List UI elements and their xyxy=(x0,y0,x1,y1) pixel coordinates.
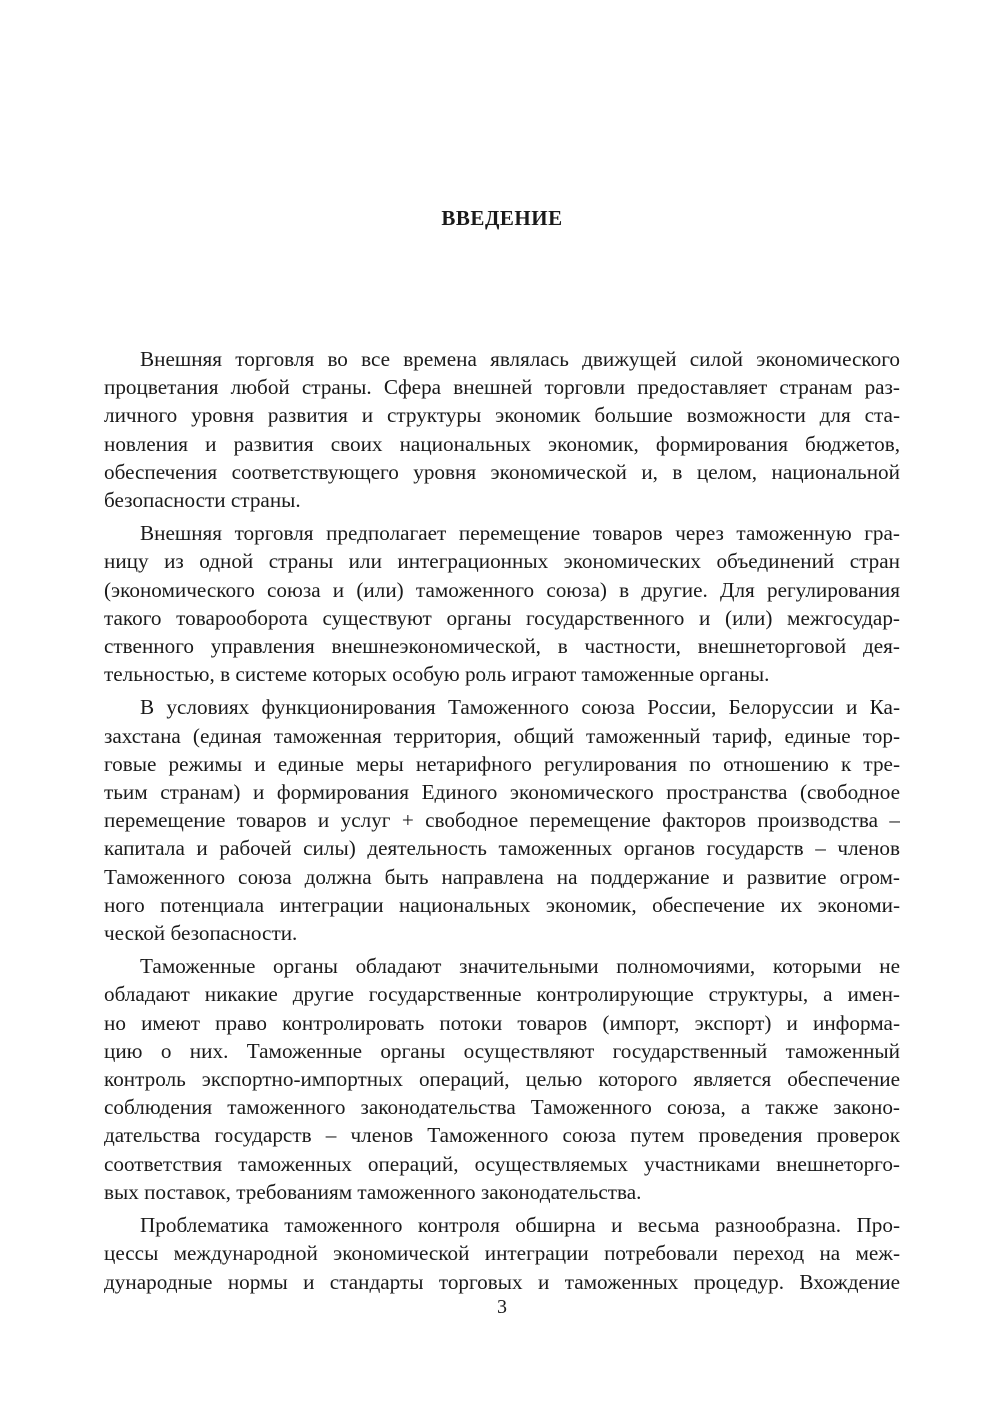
text-line: безопасности страны. xyxy=(104,488,301,513)
paragraph xyxy=(104,952,900,1206)
text-line: личного уровня развития и структуры экономик большие возможности для ста- xyxy=(104,403,900,428)
text-line: В условиях функционирования Таможенного союза России, Белоруссии и Ка- xyxy=(140,695,900,720)
text-line: новления и развития своих национальных экономик, формирования бюджетов, xyxy=(104,431,900,456)
text-line: цессы международной экономической интеграции потребовали переход на меж- xyxy=(104,1241,900,1266)
body-text xyxy=(104,345,900,1301)
text-line: соблюдения таможенного законодательства Таможенного союза, а также законо- xyxy=(104,1095,900,1120)
text-line: цию о них. Таможенные органы осуществляют государственный таможенный xyxy=(104,1038,900,1063)
text-line: вых поставок, требованиям таможенного законодательства. xyxy=(104,1179,642,1204)
text-line: Таможенные органы обладают значительными полномочиями, которыми не xyxy=(140,954,900,979)
paragraph xyxy=(104,519,900,688)
text-line: такого товарооборота существуют органы государственного и (или) межгосудар- xyxy=(104,605,900,630)
text-line: (экономического союза и (или) таможенного союза) в другие. Для регулирования xyxy=(104,577,900,602)
paragraph xyxy=(104,693,900,947)
text-line: капитала и рабочей силы) деятельность таможенных органов государств – членов xyxy=(104,836,900,861)
text-line: Таможенного союза должна быть направлена на поддержание и развитие огром- xyxy=(104,864,900,889)
text-line: Внешняя торговля предполагает перемещение товаров через таможенную гра- xyxy=(140,521,900,546)
text-line: ницу из одной страны или интеграционных экономических объединений стран xyxy=(104,549,900,574)
text-line: процветания любой страны. Сфера внешней торговли предоставляет странам раз- xyxy=(104,375,900,400)
text-line: обладают никакие другие государственные контролирующие структуры, а имен- xyxy=(104,982,900,1007)
text-line: обеспечения соответствующего уровня экономической и, в целом, национальной xyxy=(104,459,900,484)
page-title: ВВЕДЕНИЕ xyxy=(441,206,563,230)
text-line: тельностью, в системе которых особую роль играют таможенные органы. xyxy=(104,662,770,687)
text-line: тьим странам) и формирования Единого экономического пространства (свободное xyxy=(104,780,900,805)
text-line: Проблематика таможенного контроля обширна и весьма разнообразна. Про- xyxy=(140,1213,900,1238)
text-line: ного потенциала интеграции национальных экономик, обеспечение их экономи- xyxy=(104,892,900,917)
paragraph xyxy=(104,345,900,514)
text-line: соответствия таможенных операций, осуществляемых участниками внешнеторго- xyxy=(104,1151,900,1176)
text-line: перемещение товаров и услуг + свободное перемещение факторов производства – xyxy=(104,808,900,833)
text-line: захстана (единая таможенная территория, общий таможенный тариф, единые тор- xyxy=(104,723,900,748)
paragraph xyxy=(104,1211,900,1296)
text-line: дународные нормы и стандарты торговых и таможенных процедур. Вхождение xyxy=(104,1269,900,1294)
text-line: говые режимы и единые меры нетарифного регулирования по отношению к тре- xyxy=(104,751,900,776)
text-line: Внешняя торговля во все времена являлась движущей силой экономического xyxy=(140,347,900,371)
text-line: ственного управления внешнеэкономической, в частности, внешнеторговой дея- xyxy=(104,634,900,659)
text-line: но имеют право контролировать потоки товаров (импорт, экспорт) и информа- xyxy=(104,1010,900,1035)
page-number: 3 xyxy=(497,1296,507,1318)
text-line: контроль экспортно-импортных операций, целью которого является обеспечение xyxy=(104,1067,900,1092)
text-line: ческой безопасности. xyxy=(104,921,298,946)
text-line: дательства государств – членов Таможенного союза путем проведения проверок xyxy=(104,1123,900,1148)
